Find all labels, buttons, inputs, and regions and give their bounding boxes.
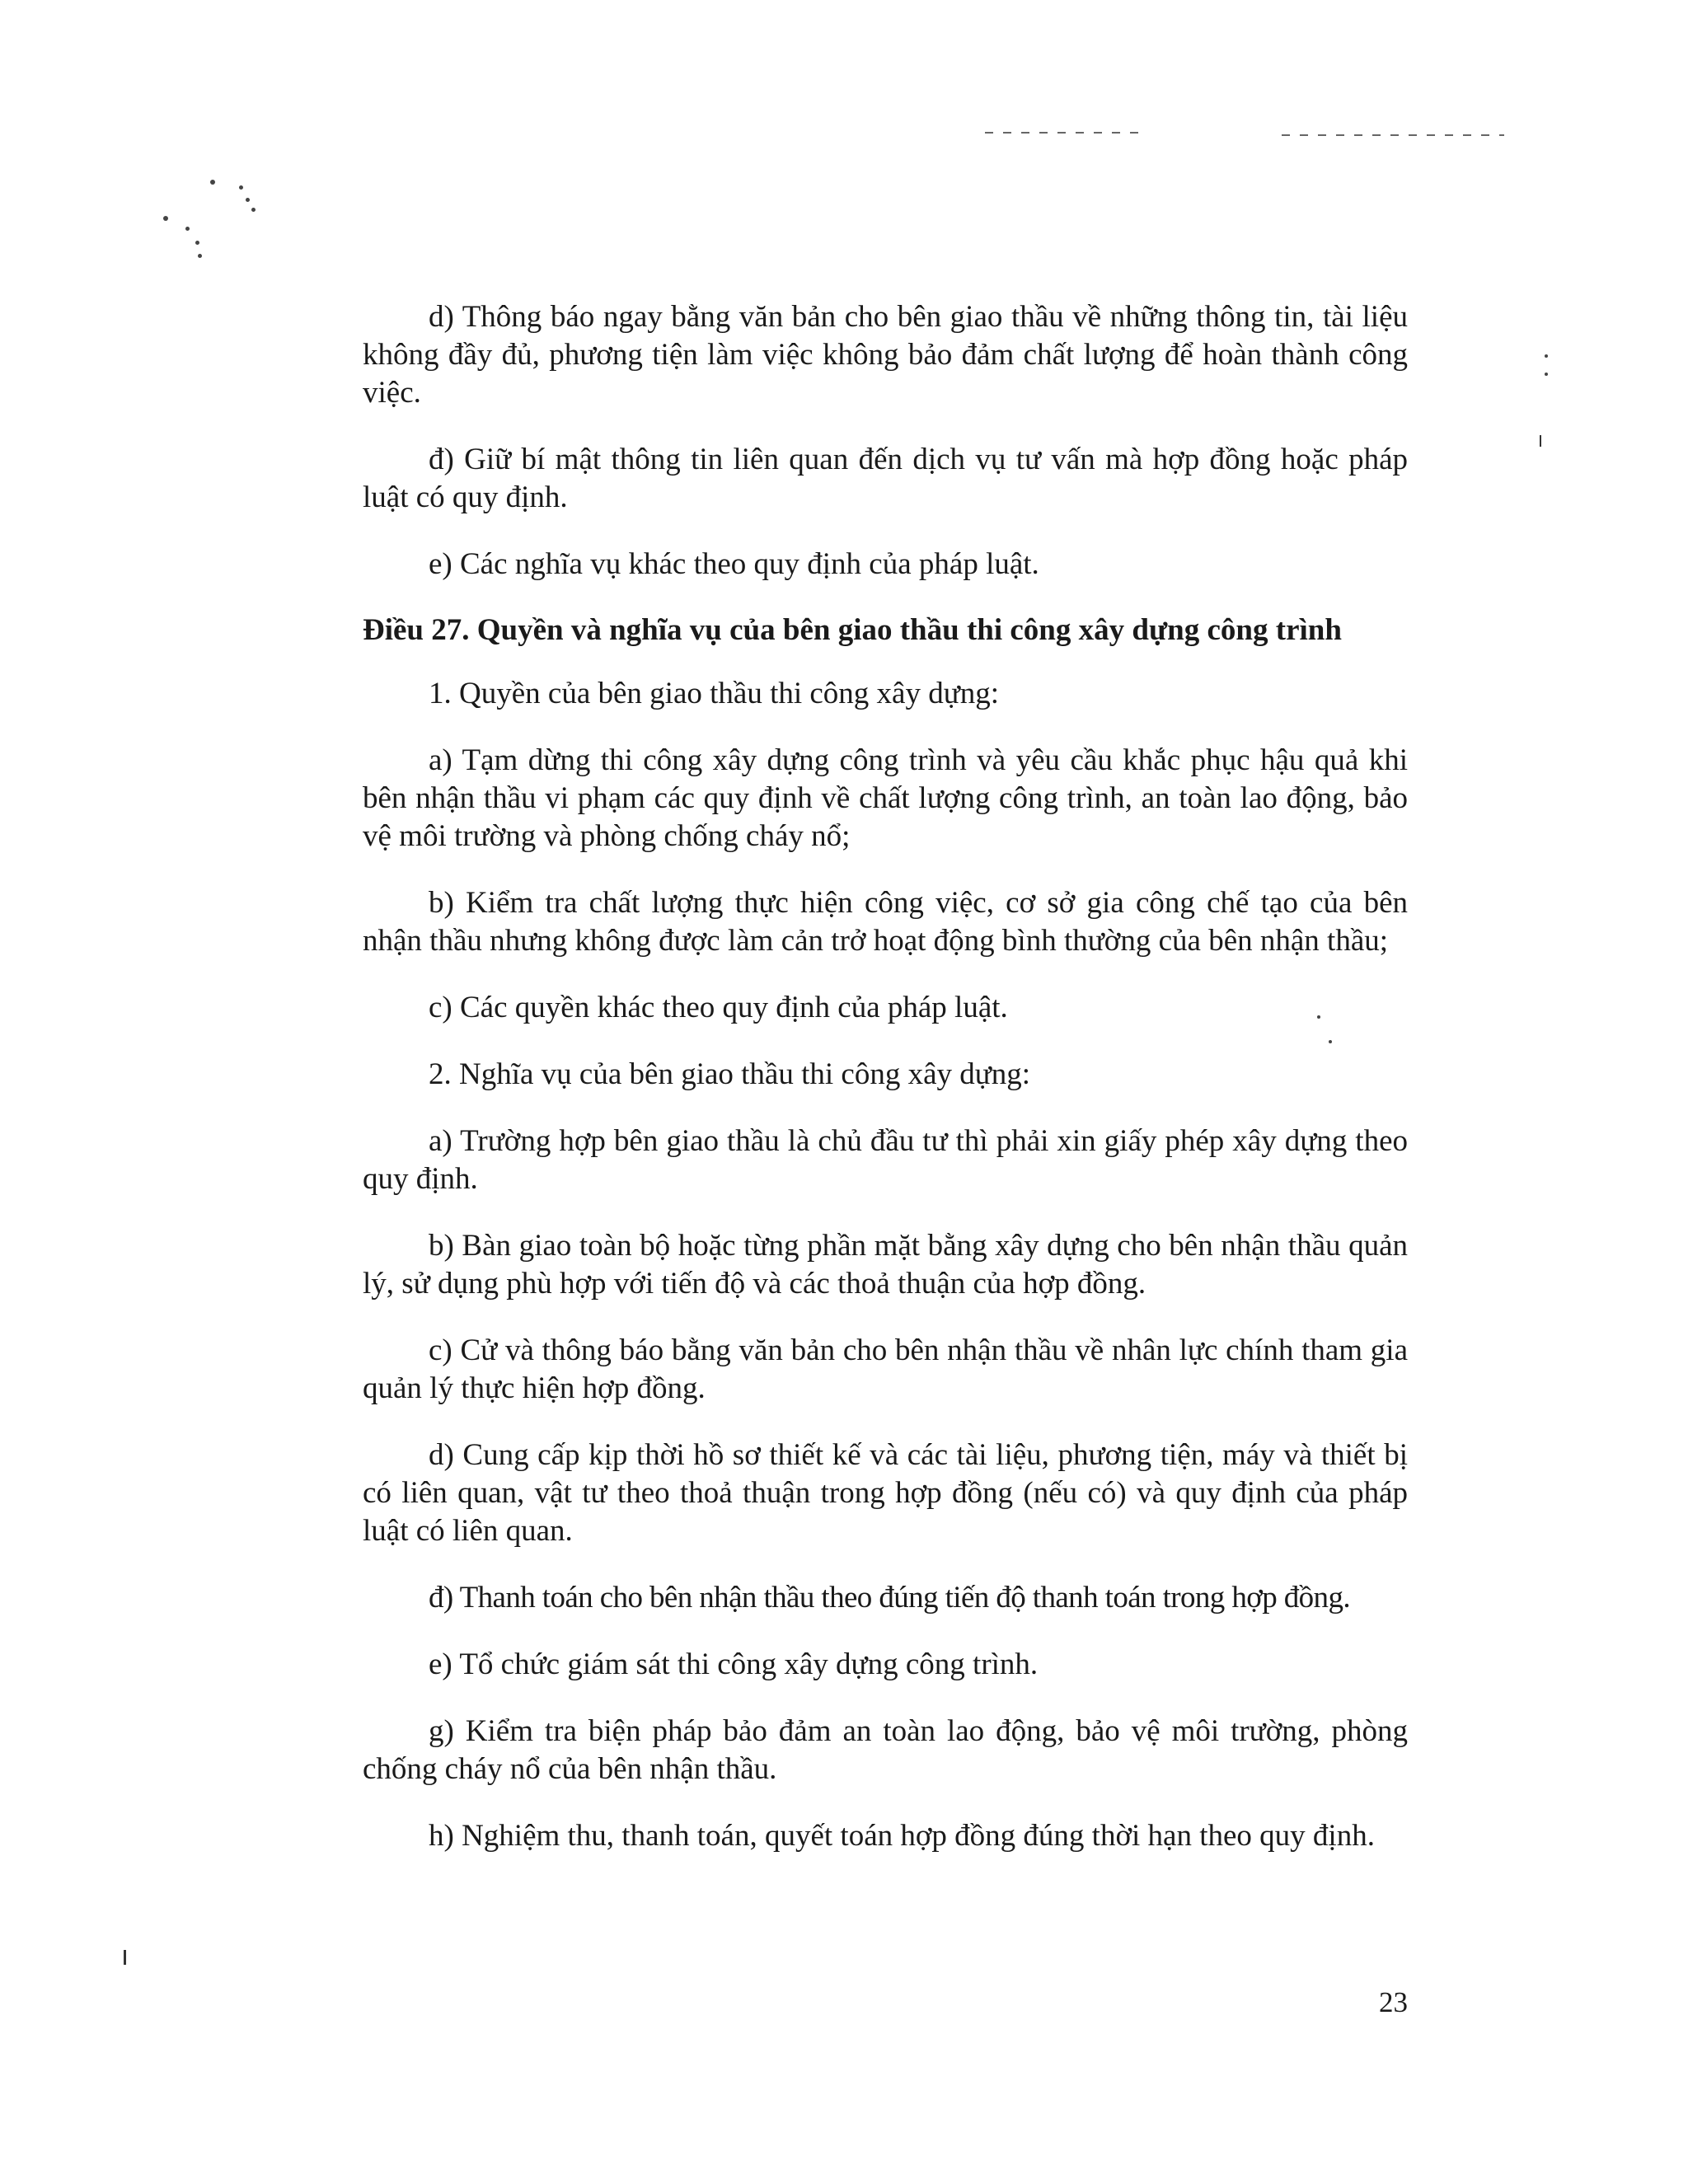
paragraph-obligations-a: a) Trường hợp bên giao thầu là chủ đầu tư thì phải xin giấy phép xây dựng theo quy định. bbox=[363, 1124, 1408, 1196]
scan-artifact-tick-right bbox=[1540, 435, 1541, 447]
paragraph-obligations-e: e) Tổ chức giám sát thi công xây dựng công trình. bbox=[429, 1647, 1039, 1681]
paragraph-item-dd-obligations: đ) Giữ bí mật thông tin liên quan đến dịch vụ tư vấn mà hợp đồng hoặc pháp luật có quy định. bbox=[363, 443, 1408, 514]
paragraph-obligations-d: d) Cung cấp kịp thời hồ sơ thiết kế và các tài liệu, phương tiện, máy và thiết bị có liên quan, vật tư theo thoả thuận trong hợp đồng (nếu có) và quy định của pháp luật có liên quan. bbox=[363, 1438, 1408, 1548]
article-27-heading: Điều 27. Quyền và nghĩa vụ của bên giao thầu thi công xây dựng công trình bbox=[363, 613, 1342, 647]
page-number: 23 bbox=[1379, 1986, 1408, 2018]
scan-speck bbox=[195, 241, 199, 245]
paragraph-rights-a: a) Tạm dừng thi công xây dựng công trình và yêu cầu khắc phục hậu quả khi bên nhận thầu vi phạm các quy định về chất lượng công trình, an toàn lao động, bảo vệ môi trường và phòng chống cháy nổ; bbox=[363, 743, 1408, 853]
document-body bbox=[363, 298, 1408, 1884]
scan-speck bbox=[1545, 373, 1548, 376]
scan-speck bbox=[251, 208, 256, 212]
paragraph-obligations-dd: đ) Thanh toán cho bên nhận thầu theo đúng tiến độ thanh toán trong hợp đồng. bbox=[429, 1581, 1351, 1615]
paragraph-obligations-b: b) Bàn giao toàn bộ hoặc từng phần mặt bằng xây dựng cho bên nhận thầu quản lý, sử dụng phù hợp với tiến độ và các thoả thuận của hợp đồng. bbox=[363, 1229, 1408, 1301]
paragraph-item-e-obligations: e) Các nghĩa vụ khác theo quy định của pháp luật. bbox=[429, 547, 1039, 581]
scan-artifact-tick-left bbox=[124, 1950, 126, 1965]
paragraph-rights-title: 1. Quyền của bên giao thầu thi công xây dựng: bbox=[429, 677, 1000, 710]
paragraph-item-d-obligations: d) Thông báo ngay bằng văn bản cho bên giao thầu về những thông tin, tài liệu không đầy đủ, phương tiện làm việc không bảo đảm chất lượng để hoàn thành công việc. bbox=[363, 300, 1408, 410]
scan-speck bbox=[239, 185, 243, 190]
scan-speck bbox=[210, 180, 215, 185]
scan-speck bbox=[185, 227, 190, 231]
scan-artifact-top-line-2 bbox=[1282, 134, 1504, 136]
scan-speck bbox=[198, 254, 202, 258]
scan-speck bbox=[163, 216, 168, 221]
paragraph-obligations-g: g) Kiểm tra biện pháp bảo đảm an toàn lao động, bảo vệ môi trường, phòng chống cháy nổ của bên nhận thầu. bbox=[363, 1714, 1408, 1786]
paragraph-rights-c: c) Các quyền khác theo quy định của pháp luật. bbox=[429, 991, 1008, 1024]
paragraph-obligations-title: 2. Nghĩa vụ của bên giao thầu thi công xây dựng: bbox=[429, 1057, 1031, 1091]
paragraph-obligations-h: h) Nghiệm thu, thanh toán, quyết toán hợp đồng đúng thời hạn theo quy định. bbox=[429, 1819, 1375, 1853]
scan-speck bbox=[246, 198, 250, 202]
scan-artifact-top-line-1 bbox=[985, 132, 1142, 134]
paragraph-rights-b: b) Kiểm tra chất lượng thực hiện công việc, cơ sở gia công chế tạo của bên nhận thầu nhưng không được làm cản trở hoạt động bình thường của bên nhận thầu; bbox=[363, 886, 1408, 958]
scan-speck bbox=[1545, 354, 1548, 358]
paragraph-obligations-c: c) Cử và thông báo bằng văn bản cho bên nhận thầu về nhân lực chính tham gia quản lý thực hiện hợp đồng. bbox=[363, 1333, 1408, 1405]
